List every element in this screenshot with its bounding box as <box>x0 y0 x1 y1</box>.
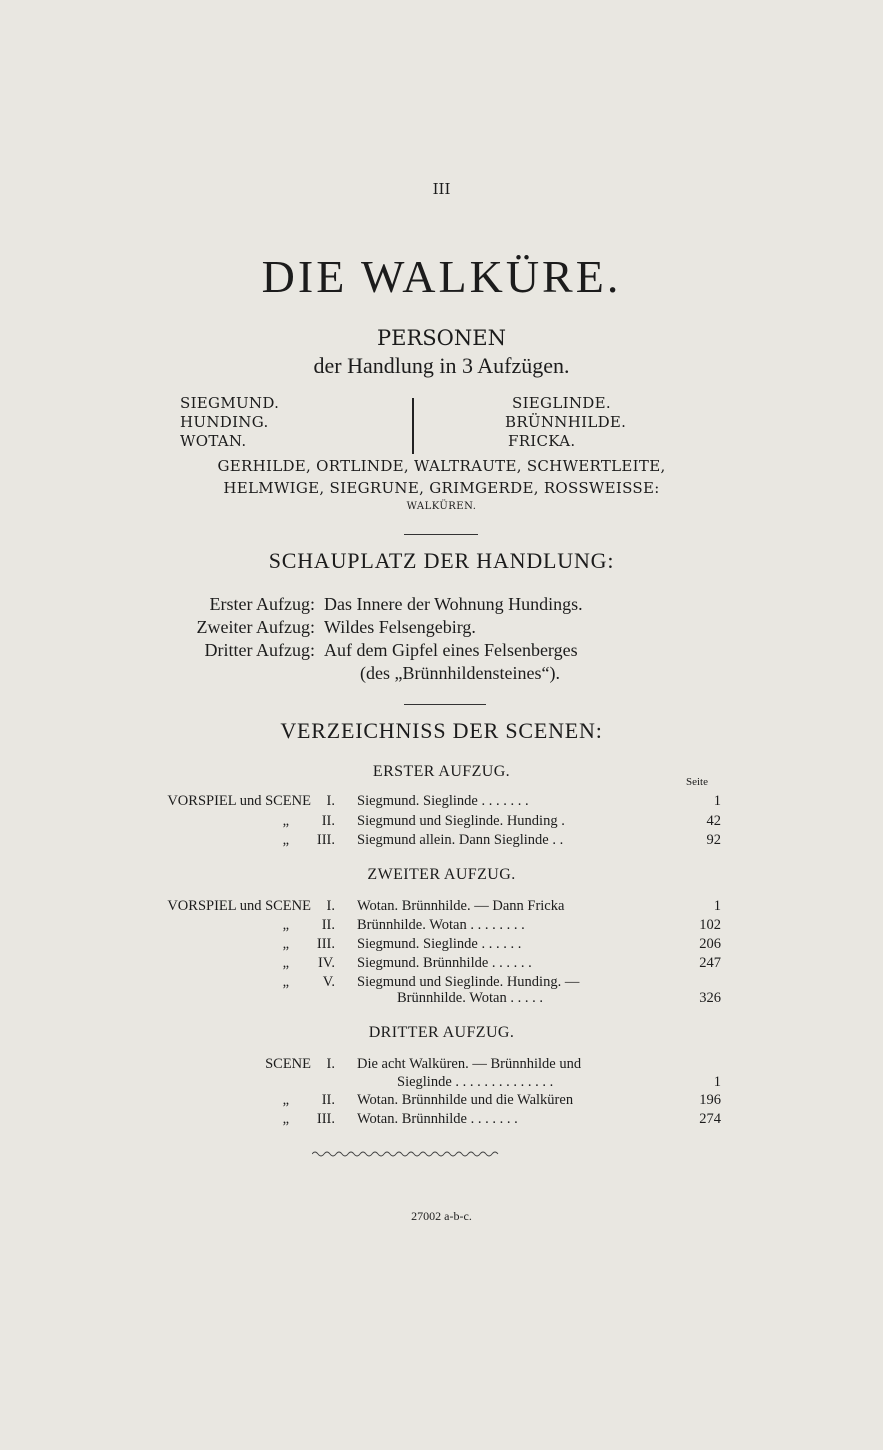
act-title-2: ZWEITER AUFZUG. <box>367 866 516 883</box>
valkyries-line-2: HELMWIGE, SIEGRUNE, GRIMGERDE, ROSSWEISSE: <box>223 479 660 497</box>
cast-left-3: WOTAN. <box>180 432 247 450</box>
toc-page: 247 <box>699 955 721 971</box>
valkyries-label: WALKÜREN. <box>406 501 477 512</box>
personen-heading: PERSONEN <box>377 326 506 350</box>
toc-page: 1 <box>713 793 721 809</box>
toc-prefix: „ <box>282 832 289 848</box>
toc-entry: Siegmund und Sieglinde. Hunding . <box>357 813 565 829</box>
toc-prefix: „ <box>282 1111 289 1127</box>
toc-number: II. <box>321 1092 335 1108</box>
toc-number: I. <box>326 898 335 914</box>
schauplatz-text-3: Auf dem Gipfel eines Felsenberges <box>324 640 578 660</box>
schauplatz-continuation: (des „Brünnhildensteines“). <box>360 663 560 683</box>
cast-right-1: SIEGLINDE. <box>512 394 611 412</box>
toc-entry: Wotan. Brünnhilde und die Walküren <box>357 1092 574 1108</box>
seite-label: Seite <box>686 776 708 788</box>
verzeichniss-heading: VERZEICHNISS DER SCENEN: <box>280 718 603 743</box>
toc-entry-continued: Brünnhilde. Wotan . . . . . <box>397 990 543 1006</box>
personen-subheading: der Handlung in 3 Aufzügen. <box>313 353 570 378</box>
toc-entry: Siegmund allein. Dann Sieglinde . . <box>357 832 564 848</box>
toc-number: II. <box>321 813 335 829</box>
toc-prefix: VORSPIEL und SCENE <box>167 898 311 914</box>
page-number: III <box>432 180 451 198</box>
schauplatz-text-2: Wildes Felsengebirg. <box>324 617 476 637</box>
toc-entry: Siegmund. Brünnhilde . . . . . . <box>357 955 532 971</box>
toc-page: 42 <box>706 813 721 829</box>
toc-number: II. <box>321 917 335 933</box>
toc-prefix: SCENE <box>265 1056 311 1072</box>
toc-prefix: „ <box>282 974 289 990</box>
toc-entry: Siegmund. Sieglinde . . . . . . . <box>357 793 529 809</box>
cast-left-1: SIEGMUND. <box>180 394 280 412</box>
divider-rule-1 <box>404 534 478 535</box>
toc-page: 102 <box>699 917 721 933</box>
page-title: DIE WALKÜRE. <box>261 251 622 302</box>
toc-prefix: VORSPIEL und SCENE <box>167 793 311 809</box>
toc-entry: Wotan. Brünnhilde. — Dann Fricka <box>357 898 565 914</box>
toc-number: III. <box>316 832 335 848</box>
toc-number: III. <box>316 936 335 952</box>
toc-entry-continued: Sieglinde . . . . . . . . . . . . . . <box>397 1074 554 1090</box>
toc-entry: Siegmund und Sieglinde. Hunding. — <box>357 974 580 990</box>
schauplatz-label-3: Dritter Aufzug: <box>204 640 315 660</box>
toc-prefix: „ <box>282 813 289 829</box>
toc-number: I. <box>326 793 335 809</box>
toc-page: 206 <box>699 936 721 952</box>
cast-left-2: HUNDING. <box>180 413 269 431</box>
toc-entry: Die acht Walküren. — Brünnhilde und <box>357 1056 582 1072</box>
toc-number: IV. <box>317 955 335 971</box>
cast-right-2: BRÜNNHILDE. <box>505 413 627 431</box>
schauplatz-label-2: Zweiter Aufzug: <box>196 617 315 637</box>
cast-right-3: FRICKA. <box>508 432 576 450</box>
divider-rule-2 <box>404 704 486 705</box>
cast-divider <box>412 398 414 454</box>
toc-number: I. <box>326 1056 335 1072</box>
schauplatz-label-1: Erster Aufzug: <box>209 594 315 614</box>
toc-number: V. <box>322 974 335 990</box>
toc-page: 1 <box>713 898 721 914</box>
schauplatz-heading: SCHAUPLATZ DER HANDLUNG: <box>268 548 615 573</box>
toc-entry: Siegmund. Sieglinde . . . . . . <box>357 936 522 952</box>
act-title-3: DRITTER AUFZUG. <box>368 1024 515 1041</box>
valkyries-line-1: GERHILDE, ORTLINDE, WALTRAUTE, SCHWERTLEITE, <box>217 457 666 475</box>
toc-page: 196 <box>699 1092 721 1108</box>
toc-entry: Brünnhilde. Wotan . . . . . . . . <box>357 917 525 933</box>
toc-number: III. <box>316 1111 335 1127</box>
toc-prefix: „ <box>282 955 289 971</box>
act-title-1: ERSTER AUFZUG. <box>372 763 511 780</box>
toc-page: 1 <box>713 1074 721 1090</box>
toc-page: 274 <box>699 1111 721 1127</box>
toc-entry: Wotan. Brünnhilde . . . . . . . <box>357 1111 518 1127</box>
toc-page: 326 <box>699 990 721 1006</box>
toc-prefix: „ <box>282 917 289 933</box>
toc-page: 92 <box>706 832 721 848</box>
toc-prefix: „ <box>282 936 289 952</box>
plate-number: 27002 a-b-c. <box>411 1209 472 1223</box>
wavy-divider <box>312 1149 502 1159</box>
toc-prefix: „ <box>282 1092 289 1108</box>
schauplatz-text-1: Das Innere der Wohnung Hundings. <box>324 594 583 614</box>
